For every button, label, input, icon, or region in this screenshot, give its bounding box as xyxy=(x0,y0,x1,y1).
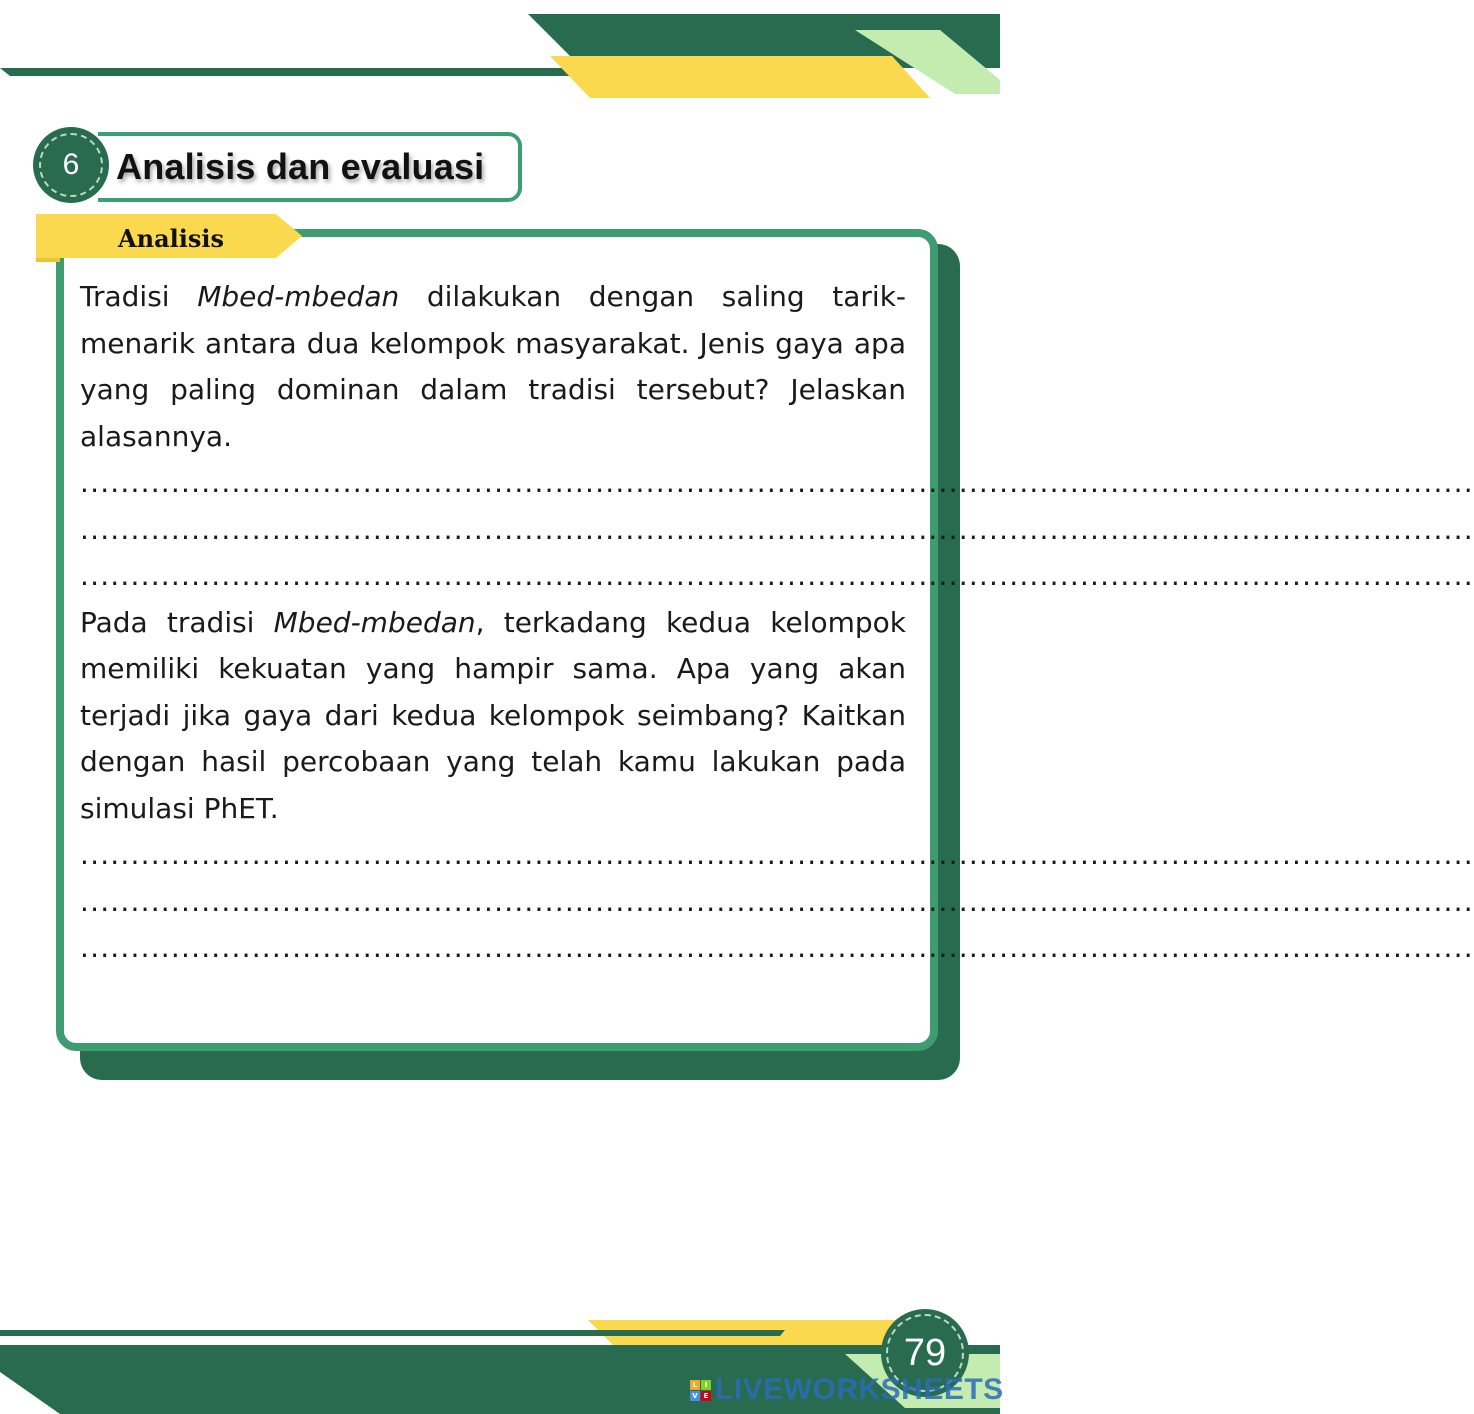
question-1: Tradisi Mbed-mbedan dilakukan dengan saling tarik-menarik antara dua kelompok masyarakat. Jenis gaya apa yang paling dominan dalam tradisi tersebut? Jelaskan alasannya. xyxy=(80,280,907,453)
watermark-text: LIVEWORKSHEETS xyxy=(715,1373,1004,1406)
analysis-tab-label: Analisis xyxy=(118,224,224,253)
question-1-emphasis: Mbed-mbedan xyxy=(197,280,400,313)
section-title-box xyxy=(98,132,522,202)
section-number-badge xyxy=(36,130,106,200)
page-number: 79 xyxy=(886,1314,964,1392)
answer-line[interactable]: .......................................................................................................................................... xyxy=(80,466,1474,499)
answer-line[interactable]: .......................................................................................................................................... xyxy=(80,512,1474,546)
top-decoration xyxy=(0,0,1000,110)
question-2: Pada tradisi Mbed-mbedan, terkadang kedua kelompok memiliki kekuatan yang hampir sama. Apa yang akan terjadi jika gaya dari kedua kelompok seimbang? Kaitkan dengan hasil percobaan yang telah kamu lakukan pada simulasi PhET. xyxy=(80,605,906,825)
answer-line[interactable]: .......................................................................................................................................... xyxy=(80,884,1474,918)
liveworksheets-logo-icon: L I V E xyxy=(690,1380,711,1401)
question-2-emphasis: Mbed-mbedan xyxy=(273,605,476,639)
liveworksheets-watermark xyxy=(690,1372,1004,1408)
card-content xyxy=(80,274,1474,972)
section-title: Analisis dan evaluasi xyxy=(116,146,485,187)
answer-line[interactable]: .......................................................................................................................................... xyxy=(80,559,1474,592)
answer-line[interactable]: .......................................................................................................................................... xyxy=(80,931,1474,964)
answer-line[interactable]: .......................................................................................................................................... xyxy=(80,838,1474,871)
section-number: 6 xyxy=(39,133,103,197)
